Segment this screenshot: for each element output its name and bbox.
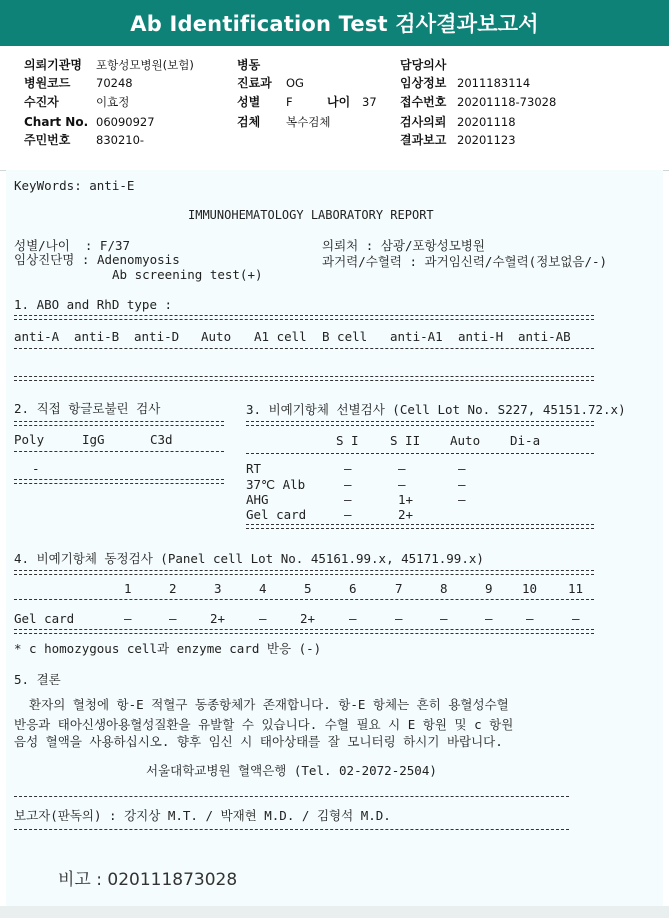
sex-age: 성별/나이 : F/37 [14, 238, 131, 253]
sec1-header: anti-B [74, 329, 120, 344]
sec4-value-cell: – [259, 611, 267, 626]
sec3-header: Di-a [510, 433, 541, 448]
sec4-column-number: 2 [169, 581, 177, 596]
label: 검사의뢰 [400, 115, 447, 129]
sec3-row-label: RT [246, 461, 262, 476]
value: 06090927 [96, 115, 155, 129]
requester: 의뢰처 : 삼광/포항성모병원 [322, 238, 485, 253]
report-title-bar [0, 0, 669, 46]
sec4-value-cell: – [169, 611, 177, 626]
sec3-cell: – [398, 477, 406, 492]
sec3-header: Auto [450, 433, 481, 448]
info-request-date [400, 115, 446, 130]
reporter: 보고자(판독의) : 강지상 M.T. / 박재현 M.D. / 김형석 M.D. [14, 808, 391, 823]
info-chart-no [24, 115, 88, 130]
label: Chart No. [24, 115, 89, 129]
rule [14, 451, 224, 452]
sec4-column-number: 4 [259, 581, 267, 596]
conclusion-line: 환자의 혈청에 항-E 적혈구 동종항체가 존재합니다. 항-E 항체는 흔히 용혈성수혈 [14, 697, 509, 712]
sec4-value-cell: – [526, 611, 534, 626]
sec5-title: 5. 결론 [14, 672, 61, 687]
rule [14, 599, 594, 600]
label: 나이 [327, 95, 351, 109]
sec4-note: * c homozygous cell과 enzyme card 반응 (-) [14, 641, 322, 656]
value: 20201118-73028 [457, 95, 557, 109]
label: 주민번호 [24, 133, 71, 147]
sec1-header: Auto [201, 329, 232, 344]
sec1-header: anti-D [134, 329, 180, 344]
sec4-value-cell: – [572, 611, 580, 626]
value: F [286, 95, 293, 109]
info-clinical [400, 76, 446, 91]
sec4-value-cell: – [124, 611, 132, 626]
value: 포항성모병원(보험) [96, 58, 194, 72]
sec2-header: IgG [82, 432, 105, 447]
sec2-title: 2. 직접 항글로불린 검사 [14, 401, 161, 416]
diagnosis: 임상진단명 : Adenomyosis [14, 252, 180, 267]
sec4-value-cell: 2+ [210, 611, 226, 626]
sec4-column-number: 11 [568, 581, 584, 596]
label: 의뢰기관명 [24, 58, 82, 72]
info-doctor [400, 58, 446, 73]
info-department [237, 76, 272, 91]
double-rule [14, 315, 594, 320]
label: 성별 [237, 95, 261, 109]
sec1-header: A1 cell [254, 329, 307, 344]
diagnosis-test: Ab screening test(+) [112, 267, 263, 282]
info-resident-no [24, 133, 70, 148]
sec4-row-label: Gel card [14, 611, 75, 626]
value: OG [286, 76, 304, 90]
patient-info-header [0, 46, 669, 171]
value: 830210- [96, 133, 145, 147]
info-ward [237, 58, 260, 73]
info-specimen [237, 115, 260, 130]
sec3-title: 3. 비예기항체 선별검사 (Cell Lot No. S227, 45151.72.x) [246, 402, 626, 417]
signature-org: 서울대학교병원 혈액은행 (Tel. 02-2072-2504) [146, 763, 437, 778]
sec3-row-label: AHG [246, 492, 269, 507]
sec3-header: S I [336, 433, 359, 448]
sec1-header: anti-A1 [390, 329, 443, 344]
double-rule [14, 421, 224, 426]
sec1-title: 1. ABO and RhD type : [14, 297, 173, 312]
sec3-cell: – [458, 492, 466, 507]
rule [14, 829, 569, 830]
sec1-header: anti-AB [518, 329, 571, 344]
lab-report-body [6, 170, 663, 906]
report-title: IMMUNOHEMATOLOGY LABORATORY REPORT [188, 208, 434, 222]
label: 임상정보 [400, 76, 447, 90]
sec4-column-number: 1 [124, 581, 132, 596]
sec3-cell: – [344, 492, 352, 507]
double-rule [246, 421, 594, 426]
sec1-header: B cell [322, 329, 368, 344]
conclusion-line: 반응과 태아신생아용혈성질환을 유발할 수 있습니다. 수혈 필요 시 E 항원 및 c 항원 [14, 717, 514, 732]
double-rule [246, 524, 594, 529]
label: 담당의사 [400, 58, 447, 72]
sec4-value-cell: – [395, 611, 403, 626]
sec4-title: 4. 비예기항체 동정검사 (Panel cell Lot No. 45161.99.x, 45171.99.x) [14, 551, 484, 566]
remark: 비고 : 020111873028 [58, 870, 238, 890]
label: 결과보고 [400, 133, 447, 147]
sec2-value: - [32, 461, 40, 476]
sec3-cell: – [458, 477, 466, 492]
rule [246, 453, 594, 454]
sec3-header: S II [390, 433, 421, 448]
info-age [327, 95, 350, 110]
sec3-cell: – [344, 477, 352, 492]
keywords: KeyWords: anti-E [14, 178, 135, 193]
info-institution [24, 58, 82, 73]
info-hospital-code [24, 76, 70, 91]
sec2-header: Poly [14, 432, 45, 447]
double-rule [14, 479, 224, 484]
sec3-cell: 2+ [398, 507, 414, 522]
sec4-value-cell: – [440, 611, 448, 626]
value: 37 [362, 95, 377, 109]
sec4-value-cell: 2+ [300, 611, 316, 626]
sec4-value-cell: – [349, 611, 357, 626]
sec3-cell: – [344, 461, 352, 476]
sec4-column-number: 6 [349, 581, 357, 596]
double-rule [14, 629, 594, 634]
info-report-date [400, 133, 446, 148]
sec3-cell: – [458, 461, 466, 476]
sec3-cell: – [344, 507, 352, 522]
value: 복수검체 [286, 115, 331, 129]
double-rule [14, 570, 594, 575]
label: 수진자 [24, 95, 59, 109]
info-sex [237, 95, 260, 110]
conclusion-line: 음성 혈액을 사용하십시오. 향후 임신 시 태아상태를 잘 모니터링 하시기 바랍니다. [14, 734, 503, 749]
value: 20201118 [457, 115, 516, 129]
sec4-column-number: 10 [522, 581, 538, 596]
sec3-cell: 1+ [398, 492, 414, 507]
sec1-header: anti-H [458, 329, 504, 344]
value: 2011183114 [457, 76, 531, 90]
info-receipt-no [400, 95, 446, 110]
sec3-row-label: 37℃ Alb [246, 477, 306, 492]
sec4-value-cell: – [485, 611, 493, 626]
sec4-column-number: 3 [214, 581, 222, 596]
rule [14, 796, 569, 797]
label: 검체 [237, 115, 261, 129]
transfusion-history: 과거력/수혈력 : 과거임신력/수혈력(정보없음/-) [322, 254, 608, 269]
info-patient [24, 95, 59, 110]
label: 병동 [237, 58, 261, 72]
label: 병원코드 [24, 76, 71, 90]
sec2-header: C3d [150, 432, 173, 447]
double-rule [14, 376, 594, 381]
sec4-column-number: 8 [440, 581, 448, 596]
sec3-row-label: Gel card [246, 507, 307, 522]
sec4-column-number: 7 [395, 581, 403, 596]
value: 20201123 [457, 133, 516, 147]
rule [14, 348, 594, 349]
value: 70248 [96, 76, 133, 90]
value: 이효정 [96, 95, 130, 109]
sec4-column-number: 9 [485, 581, 493, 596]
page-title: Ab Identification Test 검사결과보고서 [130, 12, 539, 36]
sec4-column-number: 5 [304, 581, 312, 596]
label: 접수번호 [400, 95, 447, 109]
bottom-strip [0, 906, 669, 918]
sec3-cell: – [398, 461, 406, 476]
label: 진료과 [237, 76, 272, 90]
sec1-header: anti-A [14, 329, 60, 344]
